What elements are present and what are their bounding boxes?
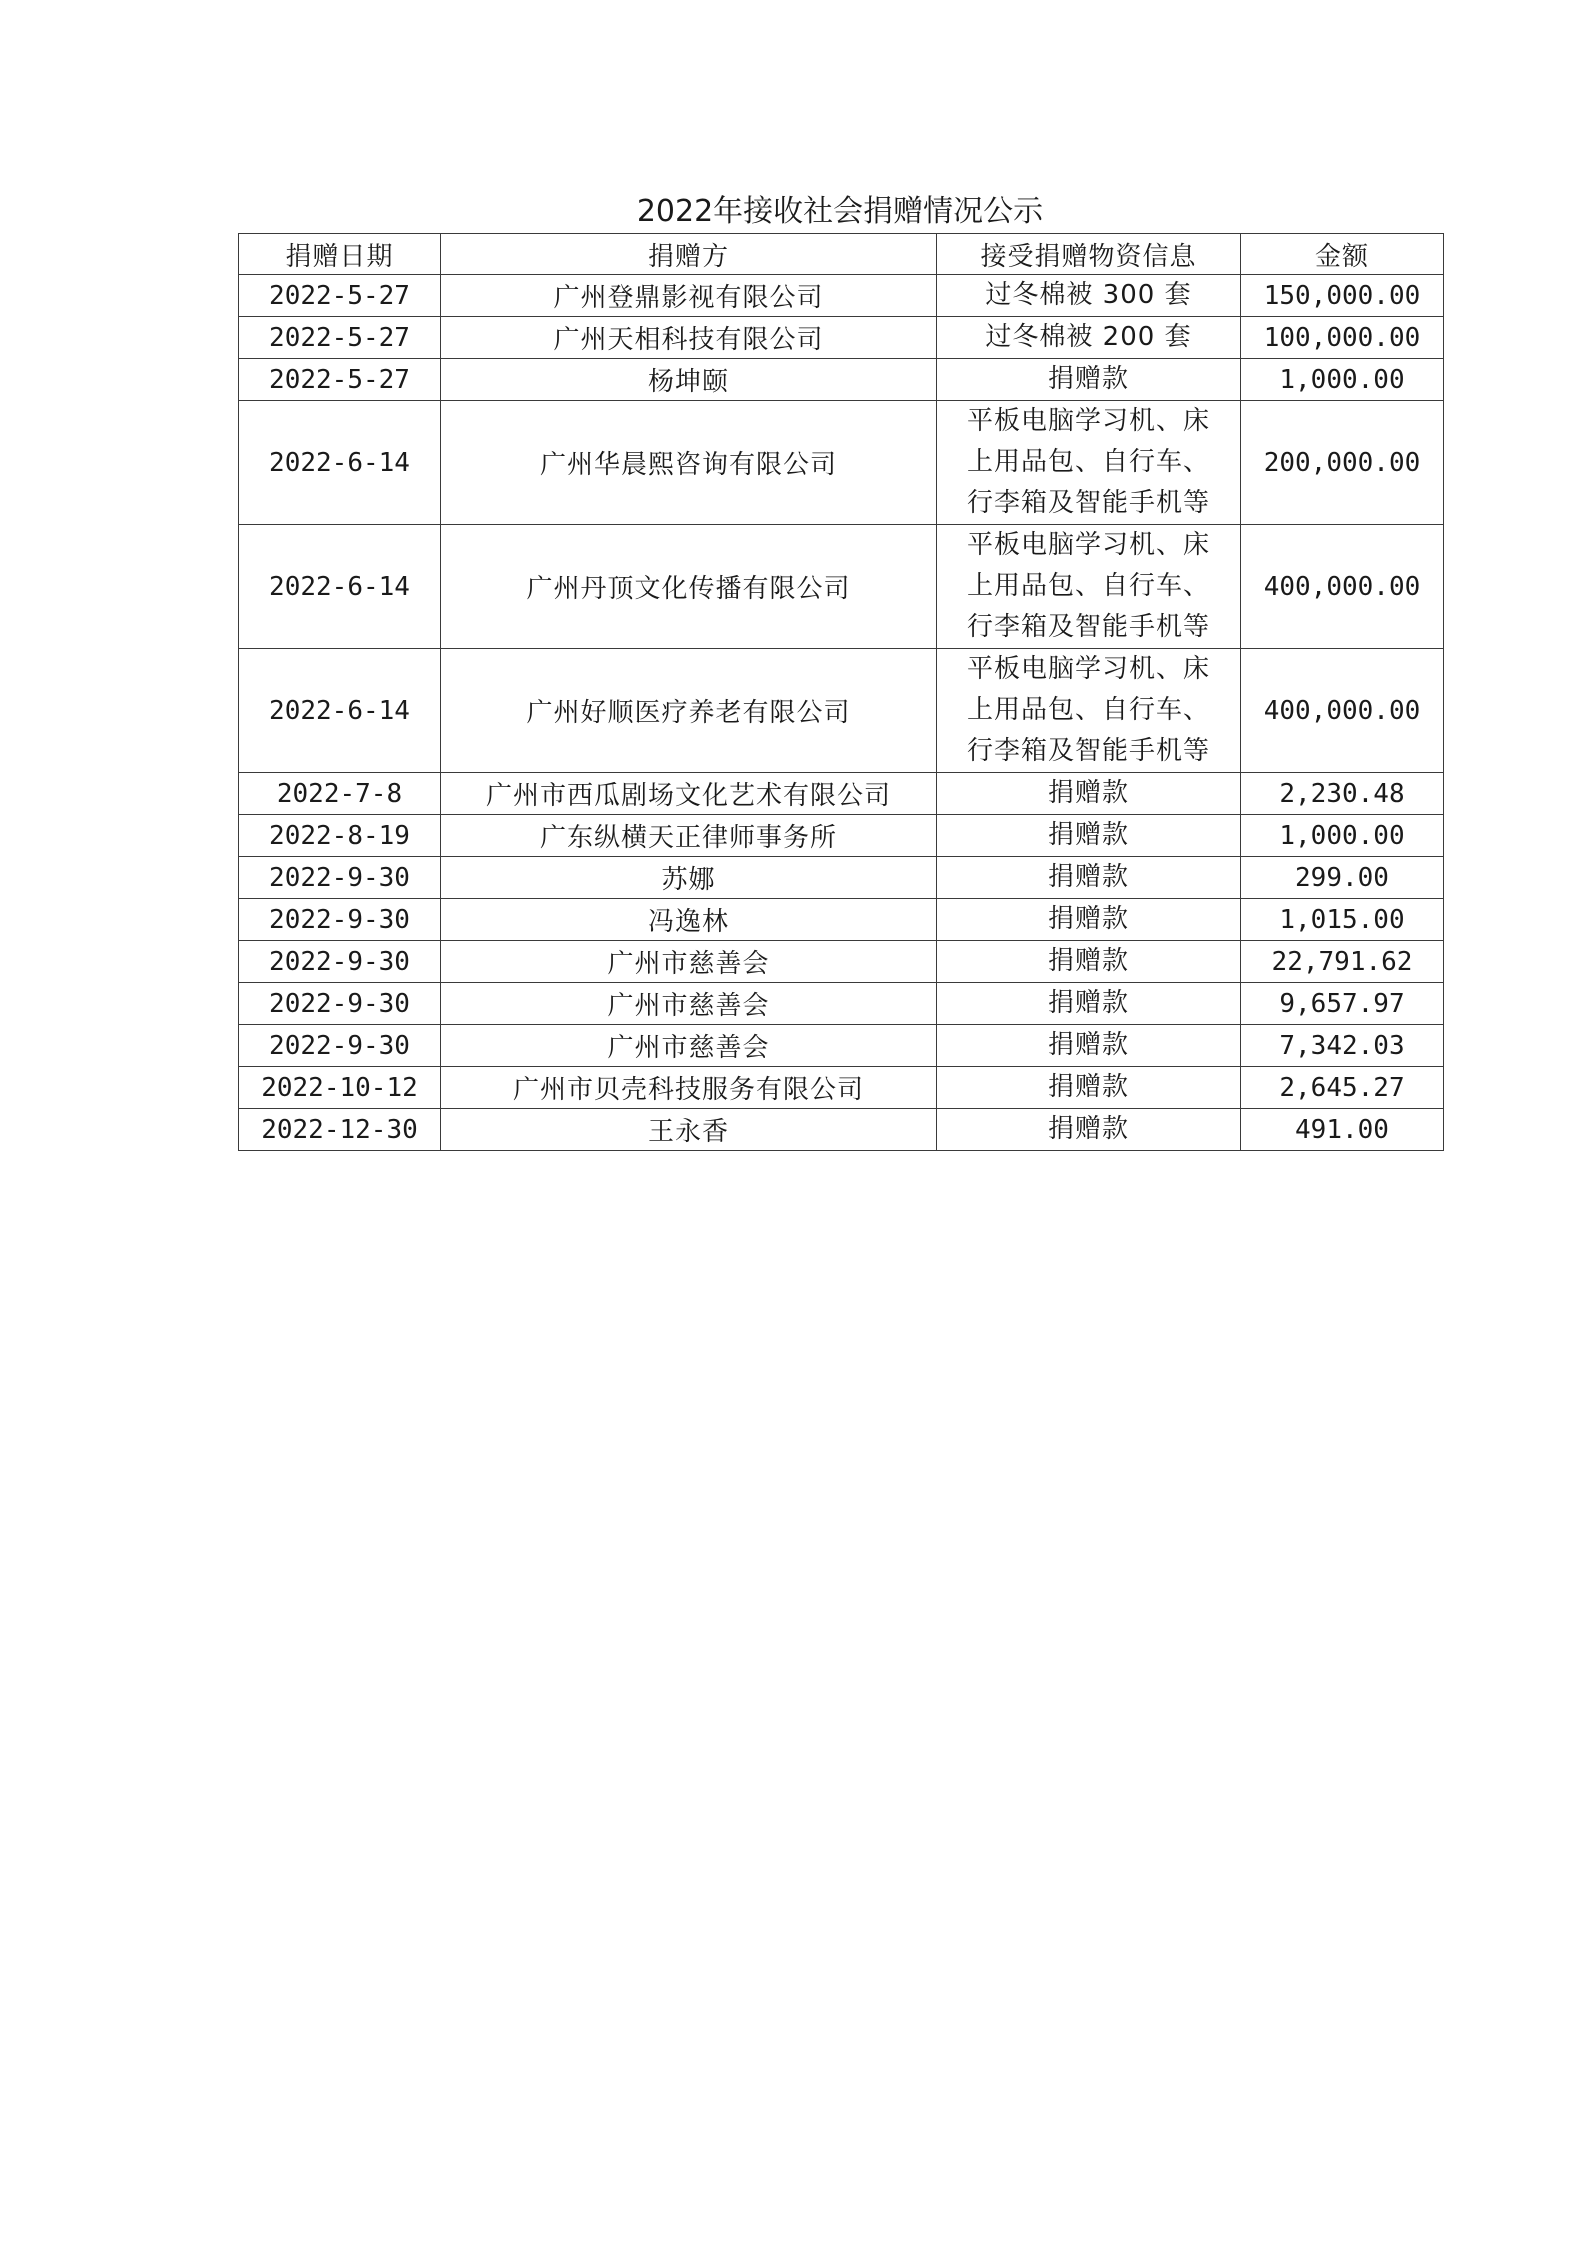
table-row (239, 941, 1444, 983)
items-line: 捐赠款 (1047, 1114, 1129, 1144)
cell-amount: 7,342.03 (1241, 1025, 1444, 1067)
cell-items (937, 317, 1241, 359)
table-row (239, 1067, 1444, 1109)
items-line: 捐赠款 (1047, 1072, 1129, 1102)
table-row (239, 401, 1444, 525)
table-row (239, 359, 1444, 401)
items-line: 捐赠款 (1047, 778, 1129, 808)
table-row (239, 815, 1444, 857)
items-line: 捐赠款 (1047, 904, 1129, 934)
items-text (943, 773, 1234, 814)
table-header-row (239, 234, 1444, 275)
cell-items (937, 359, 1241, 401)
items-text (943, 857, 1234, 898)
cell-date: 2022-12-30 (239, 1109, 441, 1151)
cell-date: 2022-9-30 (239, 941, 441, 983)
cell-amount: 22,791.62 (1241, 941, 1444, 983)
cell-items (937, 1067, 1241, 1109)
items-line: 行李箱及智能手机等 (966, 612, 1210, 642)
header-amount: 金额 (1241, 234, 1444, 275)
items-line: 捐赠款 (1047, 946, 1129, 976)
cell-donor: 广州华晨熙咨询有限公司 (441, 401, 937, 525)
cell-date: 2022-6-14 (239, 649, 441, 773)
items-text (943, 401, 1234, 524)
items-line: 上用品包、自行车、 (966, 695, 1210, 725)
cell-donor: 广州好顺医疗养老有限公司 (441, 649, 937, 773)
items-text (943, 525, 1234, 648)
cell-items (937, 773, 1241, 815)
cell-items (937, 899, 1241, 941)
cell-donor: 冯逸林 (441, 899, 937, 941)
cell-items (937, 649, 1241, 773)
cell-items (937, 815, 1241, 857)
items-line: 上用品包、自行车、 (966, 447, 1210, 477)
cell-amount: 1,015.00 (1241, 899, 1444, 941)
cell-donor: 广州市西瓜剧场文化艺术有限公司 (441, 773, 937, 815)
table-row (239, 275, 1444, 317)
cell-amount: 200,000.00 (1241, 401, 1444, 525)
cell-amount: 100,000.00 (1241, 317, 1444, 359)
items-text (943, 317, 1234, 358)
cell-amount: 1,000.00 (1241, 359, 1444, 401)
items-text (943, 649, 1234, 772)
items-line: 过冬棉被 200 套 (985, 322, 1192, 352)
cell-date: 2022-6-14 (239, 401, 441, 525)
cell-donor: 苏娜 (441, 857, 937, 899)
cell-donor: 广州丹顶文化传播有限公司 (441, 525, 937, 649)
table-row (239, 649, 1444, 773)
cell-amount: 491.00 (1241, 1109, 1444, 1151)
cell-date: 2022-5-27 (239, 317, 441, 359)
items-line: 捐赠款 (1047, 862, 1129, 892)
cell-donor: 广州登鼎影视有限公司 (441, 275, 937, 317)
cell-items (937, 857, 1241, 899)
table-row (239, 525, 1444, 649)
cell-donor: 广州市贝壳科技服务有限公司 (441, 1067, 937, 1109)
items-line: 行李箱及智能手机等 (966, 736, 1210, 766)
items-text (943, 1067, 1234, 1108)
cell-donor: 广州市慈善会 (441, 983, 937, 1025)
cell-amount: 400,000.00 (1241, 649, 1444, 773)
cell-amount: 299.00 (1241, 857, 1444, 899)
items-line: 行李箱及智能手机等 (966, 488, 1210, 518)
cell-donor: 广东纵横天正律师事务所 (441, 815, 937, 857)
cell-date: 2022-9-30 (239, 899, 441, 941)
cell-date: 2022-9-30 (239, 857, 441, 899)
cell-amount: 9,657.97 (1241, 983, 1444, 1025)
items-text (943, 275, 1234, 316)
items-text (943, 899, 1234, 940)
items-line: 平板电脑学习机、床 (966, 654, 1210, 684)
items-text (943, 983, 1234, 1024)
cell-items (937, 525, 1241, 649)
cell-date: 2022-6-14 (239, 525, 441, 649)
items-line: 平板电脑学习机、床 (966, 530, 1210, 560)
table-body (239, 275, 1444, 1151)
items-line: 捐赠款 (1047, 988, 1129, 1018)
cell-date: 2022-10-12 (239, 1067, 441, 1109)
cell-date: 2022-7-8 (239, 773, 441, 815)
items-text (943, 1025, 1234, 1066)
items-text (943, 359, 1234, 400)
cell-date: 2022-5-27 (239, 275, 441, 317)
header-donor: 捐赠方 (441, 234, 937, 275)
table-row (239, 899, 1444, 941)
cell-donor: 广州市慈善会 (441, 941, 937, 983)
items-line: 过冬棉被 300 套 (985, 280, 1192, 310)
cell-date: 2022-8-19 (239, 815, 441, 857)
cell-amount: 2,230.48 (1241, 773, 1444, 815)
cell-donor: 广州天相科技有限公司 (441, 317, 937, 359)
cell-amount: 2,645.27 (1241, 1067, 1444, 1109)
items-line: 捐赠款 (1047, 820, 1129, 850)
header-items: 接受捐赠物资信息 (937, 234, 1241, 275)
cell-items (937, 401, 1241, 525)
cell-donor: 广州市慈善会 (441, 1025, 937, 1067)
cell-date: 2022-9-30 (239, 983, 441, 1025)
items-text (943, 815, 1234, 856)
items-line: 平板电脑学习机、床 (966, 406, 1210, 436)
cell-items (937, 275, 1241, 317)
table-row (239, 983, 1444, 1025)
cell-amount: 150,000.00 (1241, 275, 1444, 317)
cell-items (937, 983, 1241, 1025)
document-title: 2022年接收社会捐赠情况公示 (636, 194, 1044, 229)
cell-items (937, 941, 1241, 983)
donations-table (238, 233, 1444, 1151)
header-date: 捐赠日期 (239, 234, 441, 275)
table-row (239, 1025, 1444, 1067)
cell-items (937, 1025, 1241, 1067)
items-text (943, 941, 1234, 982)
cell-items (937, 1109, 1241, 1151)
items-line: 捐赠款 (1047, 1030, 1129, 1060)
cell-donor: 杨坤颐 (441, 359, 937, 401)
table-row (239, 317, 1444, 359)
items-text (943, 1109, 1234, 1150)
cell-date: 2022-9-30 (239, 1025, 441, 1067)
items-line: 捐赠款 (1047, 364, 1129, 394)
cell-date: 2022-5-27 (239, 359, 441, 401)
cell-donor: 王永香 (441, 1109, 937, 1151)
cell-amount: 1,000.00 (1241, 815, 1444, 857)
table-row (239, 857, 1444, 899)
table-row (239, 773, 1444, 815)
items-line: 上用品包、自行车、 (966, 571, 1210, 601)
cell-amount: 400,000.00 (1241, 525, 1444, 649)
table-row (239, 1109, 1444, 1151)
